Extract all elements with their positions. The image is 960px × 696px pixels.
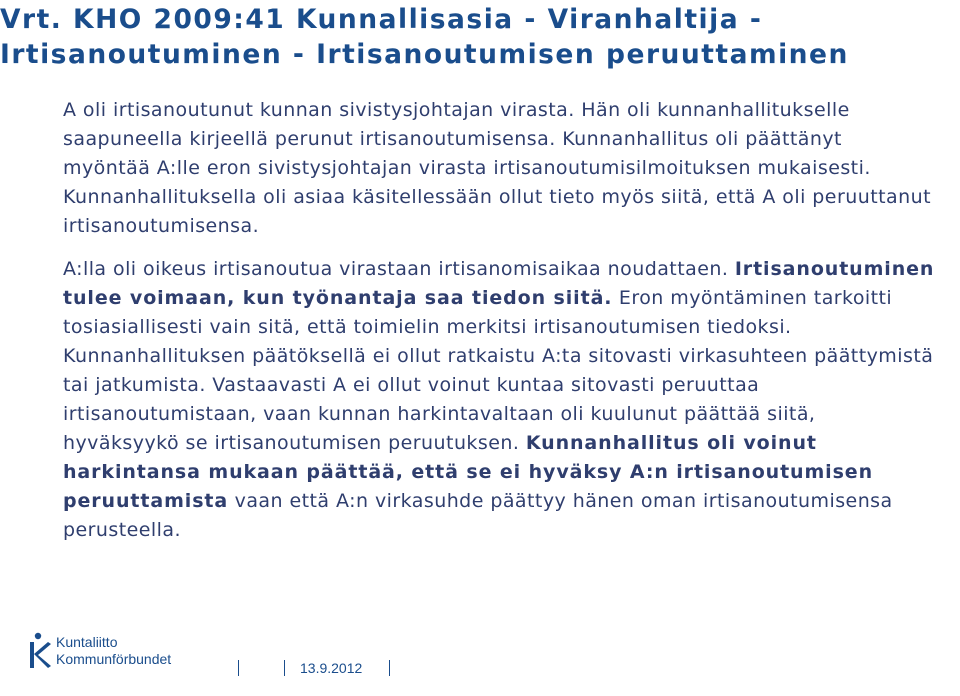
logo-line-swedish: Kommunförbundet bbox=[56, 651, 172, 667]
ruling-text-2: Eron myöntäminen tarkoitti tosiasiallisesti vain sitä, että toimielin merkitsi irtisanoutumisen tiedoksi. Kunnanhallituksen päätöksellä ei ollut ratkaistu A:ta sitovasti virkasuhteen päättymistä tai jatkumista. Vastaavasti A ei ollut voinut kuntaa sitovasti peruuttaa irtisanoutumistaan, vaan kunnan harkintavaltaan oli kuulunut päättää siitä, hyväksyykö se irtisanoutumisen peruutuksen. bbox=[63, 287, 934, 454]
footer-divider bbox=[284, 660, 285, 676]
footer-date: 13.9.2012 bbox=[300, 660, 363, 676]
footer-divider bbox=[238, 660, 239, 676]
slide-title: Vrt. KHO 2009:41 Kunnallisasia - Viranhaltija - Irtisanoutuminen - Irtisanoutumisen peruuttaminen bbox=[0, 4, 849, 70]
paragraph-ruling bbox=[63, 255, 935, 545]
slide-body bbox=[63, 96, 935, 545]
kuntaliitto-logo bbox=[22, 632, 171, 670]
ruling-bold-1: Irtisanoutuminen tulee voimaan, kun työnantaja saa tiedon siitä. bbox=[63, 258, 935, 309]
logo-wordmark bbox=[56, 634, 171, 668]
ruling-text-3: vaan että A:n virkasuhde päättyy hänen oman irtisanoutumisensa perusteella. bbox=[63, 490, 893, 541]
logo-line-finnish: Kuntaliitto bbox=[56, 634, 118, 650]
ruling-text-1: A:lla oli oikeus irtisanoutua virastaan irtisanomisaikaa noudattaen. bbox=[63, 258, 729, 280]
kuntaliitto-k-logo-icon bbox=[22, 632, 52, 670]
footer-divider bbox=[389, 660, 390, 676]
ruling-bold-2: Kunnanhallitus oli voinut harkintansa mukaan päättää, että se ei hyväksy A:n irtisanoutumisen peruuttamista bbox=[63, 432, 874, 512]
paragraph-case-facts: A oli irtisanoutunut kunnan sivistysjohtajan virasta. Hän oli kunnanhallitukselle saapuneella kirjeellä perunut irtisanoutumisensa. Kunnanhallitus oli päättänyt myöntää A:lle eron sivistysjohtajan virasta irtisanoutumisilmoituksen mukaisesti. Kunnanhallituksella oli asiaa käsitellessään ollut tieto myös siitä, että A oli peruuttanut irtisanoutumisensa. bbox=[63, 99, 931, 237]
